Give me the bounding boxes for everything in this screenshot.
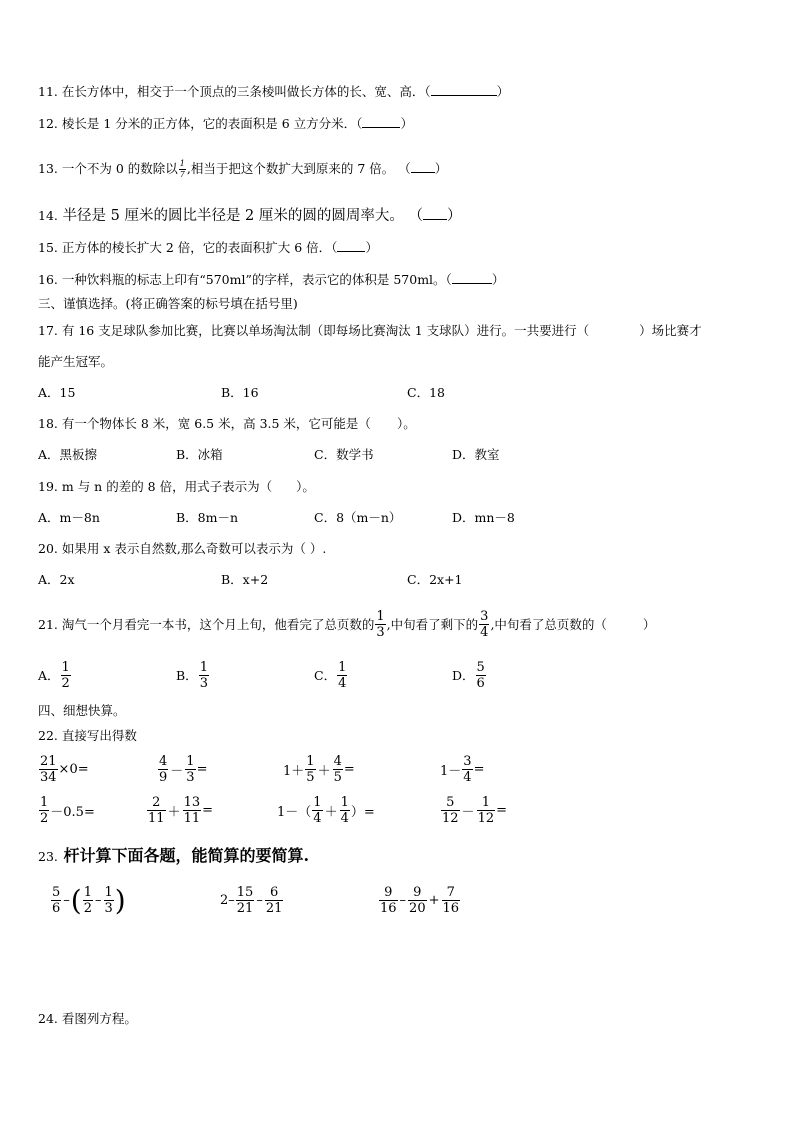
denominator: 2 [61,676,70,691]
question-19 [38,479,315,495]
option-label: B． [176,667,198,683]
bracket-close: ） [496,84,510,99]
bracket-close: ） [491,272,505,287]
question-number: 21. [38,616,58,632]
numerator: 1 [40,795,49,810]
numerator: 1 [338,660,347,675]
fraction [51,886,61,915]
question-20 [38,541,326,557]
option-c[interactable]: C．2x+1 [407,572,463,587]
answer-blank[interactable] [423,207,447,220]
fraction [185,755,195,784]
numerator: 5 [446,795,455,810]
fraction [408,886,427,915]
denominator: 7 [179,170,185,179]
denominator: 4 [480,625,489,640]
calc-expression [146,796,213,825]
denominator: 21 [236,901,254,916]
question-number: 20. [38,541,58,556]
question-text: 看图列方程。 [61,1011,137,1026]
calc-expression [38,755,89,784]
question-text: 有一个物体长 8 米，宽 6.5 米，高 3.5 米，它可能是（ [61,416,371,431]
expression-tail: = [196,762,208,777]
question-text: 在长方体中，相交于一个顶点的三条棱叫做长方体的长、宽、高．（ [61,84,431,99]
calc-expression [157,755,207,784]
expression-tail: = [496,803,508,818]
operator: + [428,893,440,908]
denominator: 4 [338,676,347,691]
fraction [340,796,350,825]
question-text: 淘气一个月看完一本书，这个月上旬，他看完了总页数的 [61,616,375,632]
numerator: 1 [104,885,113,900]
question-22 [38,728,137,744]
question-text: 正方体的棱长扩大 2 倍，它的表面积扩大 6 倍．（ [61,240,338,255]
operator: ＋ [317,764,331,779]
fraction [179,160,186,179]
bracket-close: ） [400,116,413,131]
operator: ＋ [324,805,338,820]
question-text: 如果用 x 表示自然数,那么奇数可以表示为（ ）. [61,541,327,556]
bracket-close: ） [642,616,656,632]
fraction [199,661,209,690]
denominator: 2 [83,901,92,916]
numerator: 9 [384,885,393,900]
answer-blank[interactable] [362,115,400,128]
question-17 [38,323,702,339]
option-b[interactable]: B．16 [221,385,259,400]
numerator: 13 [183,795,201,810]
numerator: 5 [476,660,485,675]
expression-tail: ×0= [58,762,89,777]
question-17-continued: 能产生冠军。 [38,354,114,369]
option-a[interactable]: A．m－8n [38,510,100,525]
fraction [441,796,460,825]
fraction [442,886,461,915]
denominator: 5 [333,770,342,785]
numerator: 4 [333,754,342,769]
numerator: 9 [413,885,422,900]
calc-expression [50,883,126,917]
question-text: 杆计算下面各题，能简算的要简算. [63,846,310,865]
bracket-close: ） [447,208,462,224]
question-number: 15. [38,240,58,255]
denominator: 11 [148,811,165,826]
numerator: 1 [179,159,185,168]
question-text: ,中旬看了总页数的（ [490,616,607,632]
option-d[interactable] [452,661,487,690]
fraction [476,661,486,690]
expression-tail: = [473,762,485,777]
question-text: ,相当于把这个数扩大到原来的 7 倍。 （ [186,161,411,176]
bracket-close: ） [434,161,448,176]
question-text: 一个不为 0 的数除以 [61,161,178,176]
denominator: 34 [40,770,57,785]
option-label: D． [452,667,475,683]
calc-expression [38,796,95,825]
numerator: 1 [83,885,92,900]
denominator: 4 [463,770,472,785]
fraction [333,755,343,784]
question-text: 一种饮料瓶的标志上印有“570ml”的字样，表示它的体积是 570ml。（ [61,272,452,287]
fraction [462,755,472,784]
calc-expression [378,886,461,915]
question-18 [38,416,416,432]
question-11 [38,83,509,100]
numerator: 1 [306,754,315,769]
option-a[interactable]: A．15 [38,385,76,400]
fraction [375,610,385,639]
fraction [183,796,202,825]
option-b[interactable]: B．8m－n [176,510,239,525]
question-number: 13. [38,161,58,176]
denominator: 16 [442,901,460,916]
expression-lead: 1－（ [277,805,312,820]
fraction [479,610,489,639]
option-b[interactable]: B．x+2 [221,572,269,587]
fraction [39,796,49,825]
numerator: 7 [446,885,455,900]
denominator: 9 [159,770,168,785]
denominator: 12 [477,811,495,826]
denominator: 6 [52,901,61,916]
denominator: 3 [104,901,113,916]
option-c[interactable]: C．数学书 [314,447,374,462]
numerator: 2 [152,795,161,810]
denominator: 3 [199,676,208,691]
fraction [104,886,114,915]
numerator: 15 [236,885,254,900]
question-number: 22. [38,728,58,743]
denominator: 2 [40,811,49,826]
numerator: 1 [61,660,70,675]
denominator: 11 [183,811,201,826]
option-label: A． [38,667,60,683]
denominator: 5 [306,770,315,785]
question-text: ）场比赛才 [639,323,702,338]
fraction [61,661,71,690]
question-number: 18. [38,416,58,431]
option-label: C． [314,667,337,683]
option-a[interactable]: A．黑板擦 [38,447,98,462]
numerator: 1 [481,795,490,810]
denominator: 20 [409,901,426,916]
question-number: 12. [38,116,58,131]
fraction [236,886,255,915]
calc-expression [440,796,507,825]
question-text: 半径是 5 厘米的圆比半径是 2 厘米的圆的圆周率大。 （ [62,208,423,224]
operator: － [170,764,184,779]
option-d[interactable]: D．mn－8 [452,510,515,525]
numerator: 3 [463,754,472,769]
bracket-close: ）。 [296,479,315,494]
operator: ＋ [167,805,181,820]
expression-lead: 1－ [440,764,462,779]
operator: – [256,893,263,908]
expression-tail: －0.5= [50,805,95,820]
bracket-close: ）。 [396,416,416,431]
calc-expression [283,755,355,784]
option-a[interactable]: A．2x [38,572,75,587]
question-number: 19. [38,479,58,494]
denominator: 3 [376,625,385,640]
fraction [477,796,496,825]
expression-tail: ）= [350,805,375,820]
question-16 [38,271,504,288]
fraction [147,796,166,825]
option-c[interactable]: C．8（m－n） [314,510,402,525]
fraction [337,661,347,690]
question-number: 24. [38,1011,58,1026]
option-a[interactable] [38,661,72,690]
question-text: 有 16 支足球队参加比赛，比赛以单场淘汰制（即每场比赛淘汰 1 支球队）进行。一共要进行（ [61,323,590,338]
answer-blank[interactable] [411,160,435,173]
question-number: 17. [38,323,58,338]
numerator: 1 [376,609,385,624]
right-paren-icon: ) [114,883,126,917]
denominator: 4 [313,811,322,826]
question-text: m 与 n 的差的 8 倍，用式子表示为（ [61,479,273,494]
question-14 [38,207,462,224]
option-d[interactable]: D．教室 [452,447,500,462]
numerator: 1 [199,660,208,675]
question-13 [38,160,447,179]
operator: － [461,805,475,820]
denominator: 3 [186,770,195,785]
question-text: ,中旬看了剩下的 [386,616,479,632]
left-paren-icon: ( [70,883,82,917]
question-24 [38,1011,137,1027]
calc-expression [220,886,284,915]
operator: – [95,893,102,908]
denominator: 16 [380,901,397,916]
option-b[interactable]: B．冰箱 [176,447,223,462]
expression-tail: = [202,803,214,818]
question-12 [38,115,413,132]
question-text: 棱长是 1 分米的正方体，它的表面积是 6 立方分米．（ [61,116,363,131]
numerator: 1 [313,795,322,810]
option-c[interactable]: C．18 [407,385,445,400]
answer-blank[interactable] [337,239,365,252]
numerator: 3 [480,609,489,624]
answer-blank[interactable] [452,271,492,284]
fraction [305,755,315,784]
fraction [312,796,322,825]
numerator: 21 [40,754,57,769]
fraction [265,886,284,915]
fraction [39,755,58,784]
option-b[interactable] [176,661,210,690]
question-number: 14. [38,208,58,223]
bracket-close: ） [365,240,378,255]
denominator: 21 [265,901,283,916]
section-heading-4: 四、细想快算。 [38,703,126,718]
option-c[interactable] [314,661,348,690]
operator: – [399,893,407,908]
numerator: 5 [52,885,61,900]
question-21 [38,610,655,639]
denominator: 4 [340,811,349,826]
numerator: 1 [340,795,349,810]
question-number: 23. [38,849,58,864]
expression-tail: = [343,762,355,777]
numerator: 4 [159,754,168,769]
question-number: 16. [38,272,58,287]
fraction [83,886,93,915]
operator: – [63,893,70,908]
question-number: 11. [38,84,58,99]
numerator: 1 [186,754,195,769]
numerator: 6 [269,885,279,900]
expression-lead: 1＋ [283,764,305,779]
section-heading-3: 三、谨慎选择。(将正确答案的标号填在括号里) [38,296,298,311]
denominator: 12 [442,811,459,826]
answer-blank[interactable] [431,83,497,96]
question-15 [38,239,378,256]
fraction [379,886,398,915]
question-text: 直接写出得数 [61,728,137,743]
calc-expression [440,755,484,784]
expression-lead: 2– [220,893,235,908]
calc-expression [277,796,375,825]
fraction [158,755,168,784]
denominator: 6 [476,676,485,691]
question-23 [38,848,309,865]
